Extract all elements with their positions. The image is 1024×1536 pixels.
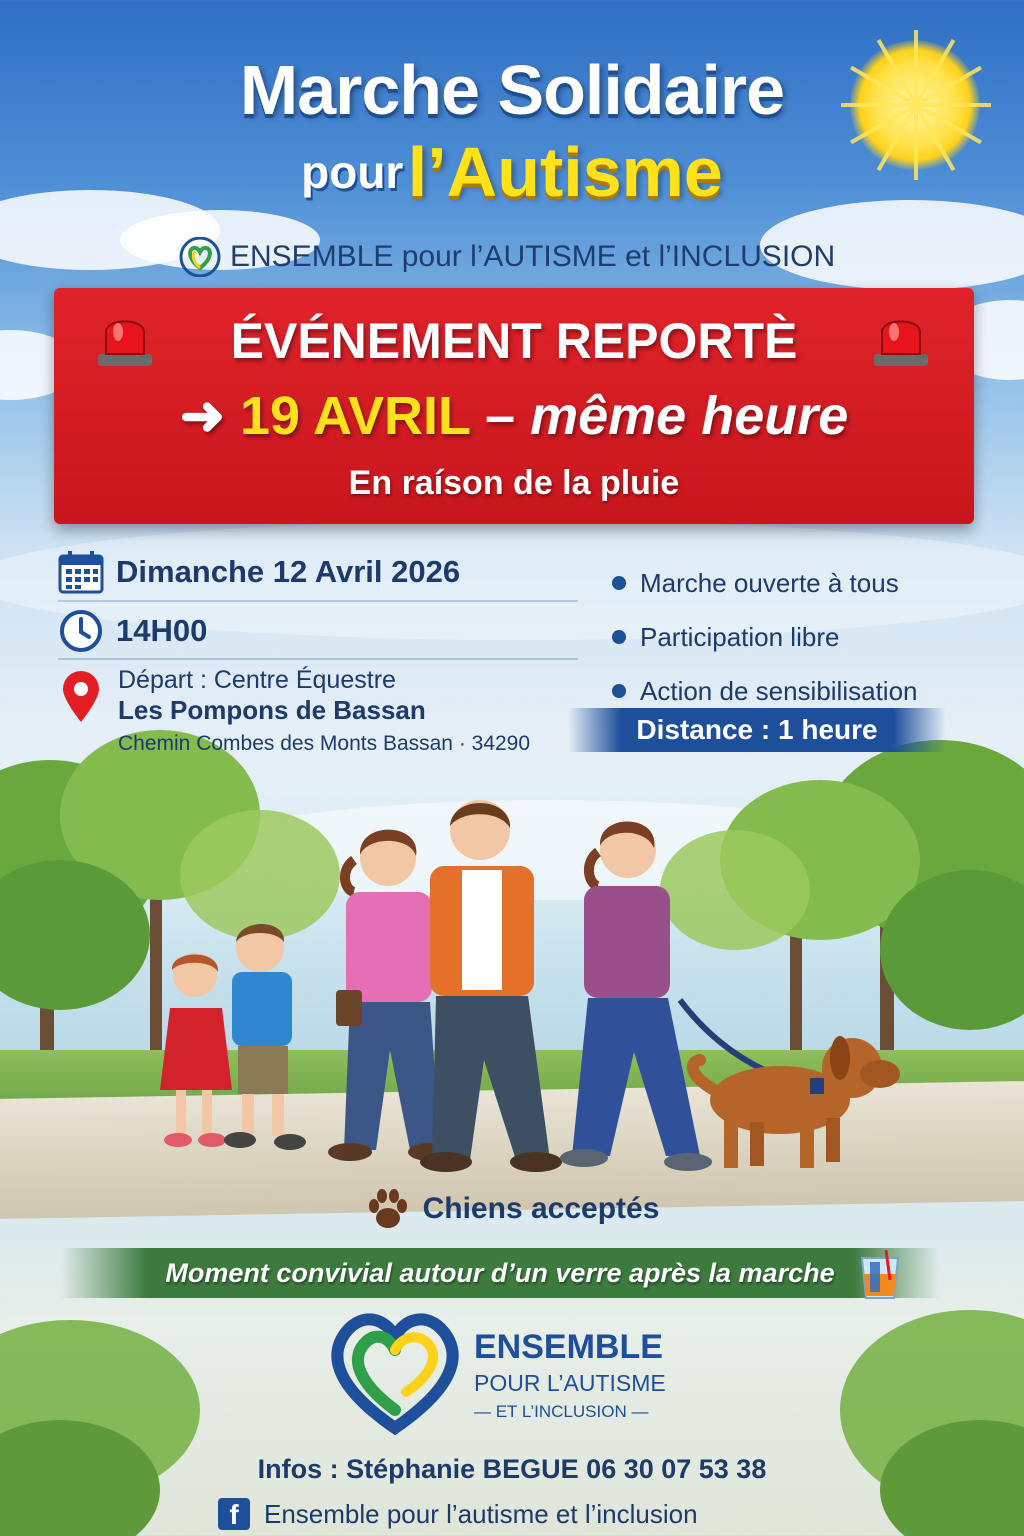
association-line	[178, 236, 835, 278]
title-pour: pour	[301, 146, 404, 198]
bullet-text: Marche ouverte à tous	[640, 567, 899, 598]
banner-new-date	[54, 384, 974, 447]
arrow-right-icon: ➜	[179, 386, 225, 446]
logo-text-ensemble: ENSEMBLE	[474, 1328, 663, 1366]
event-date-row	[58, 550, 460, 594]
banner-postponed-title: ÉVÉNEMENT REPORTÈ	[230, 313, 798, 369]
new-date: 19 AVRIL	[239, 386, 471, 446]
drink-glass-icon	[856, 1250, 904, 1300]
event-time: 14H00	[116, 613, 208, 648]
bullet-text: Participation libre	[640, 621, 840, 652]
bullet-dot-icon	[612, 684, 626, 698]
bullet-dot-icon	[612, 576, 626, 590]
dogs-accepted	[0, 1188, 1024, 1230]
features-list	[612, 556, 918, 718]
logo-text-inclusion: — ET L’INCLUSION —	[474, 1402, 649, 1421]
banner-dash: –	[470, 386, 531, 446]
poster-title: Marche Solidaire	[239, 51, 785, 129]
bullet-text: Action de sensibilisation	[640, 675, 918, 706]
location-venue: Les Pompons de Bassan	[118, 695, 426, 725]
bullet-dot-icon	[612, 630, 626, 644]
logo-text-autisme: POUR L’AUTISME	[474, 1370, 666, 1396]
association-heart-logo-icon	[320, 1306, 470, 1436]
dogs-accepted-text: Chiens acceptés	[422, 1192, 660, 1225]
event-location	[118, 666, 530, 756]
title-autisme: l’Autisme	[407, 133, 723, 211]
facebook-icon: f	[218, 1498, 250, 1530]
event-date: Dimanche 12 Avril 2026	[116, 554, 461, 589]
same-time: même heure	[530, 386, 849, 446]
clock-icon	[58, 608, 104, 654]
divider	[58, 658, 578, 660]
event-time-row	[58, 608, 207, 654]
location-pin-icon	[60, 670, 102, 724]
list-item	[612, 556, 918, 610]
contact-info: Infos : Stéphanie BEGUE 06 30 07 53 38	[257, 1454, 767, 1484]
poster-subtitle	[0, 132, 1024, 212]
convivial-moment-band: Moment convivial autour d’un verre après la marche	[60, 1248, 940, 1298]
location-address: Chemin Combes des Monts Bassan · 34290	[118, 732, 531, 755]
heart-logo-icon	[178, 237, 222, 277]
list-item	[612, 610, 918, 664]
family-walking-illustration	[140, 800, 920, 1190]
facebook-page	[218, 1498, 698, 1530]
location-start: Départ : Centre Équestre	[118, 666, 396, 694]
facebook-page-name: Ensemble pour l’autisme et l’inclusion	[264, 1498, 698, 1529]
distance-badge: Distance : 1 heure	[568, 708, 946, 752]
banner-reason: En raíson de la pluie	[348, 464, 680, 502]
calendar-icon	[58, 550, 104, 594]
paw-icon	[365, 1188, 411, 1230]
divider	[58, 600, 578, 602]
association-name: ENSEMBLE pour l’AUTISME et l’INCLUSION	[230, 240, 836, 273]
